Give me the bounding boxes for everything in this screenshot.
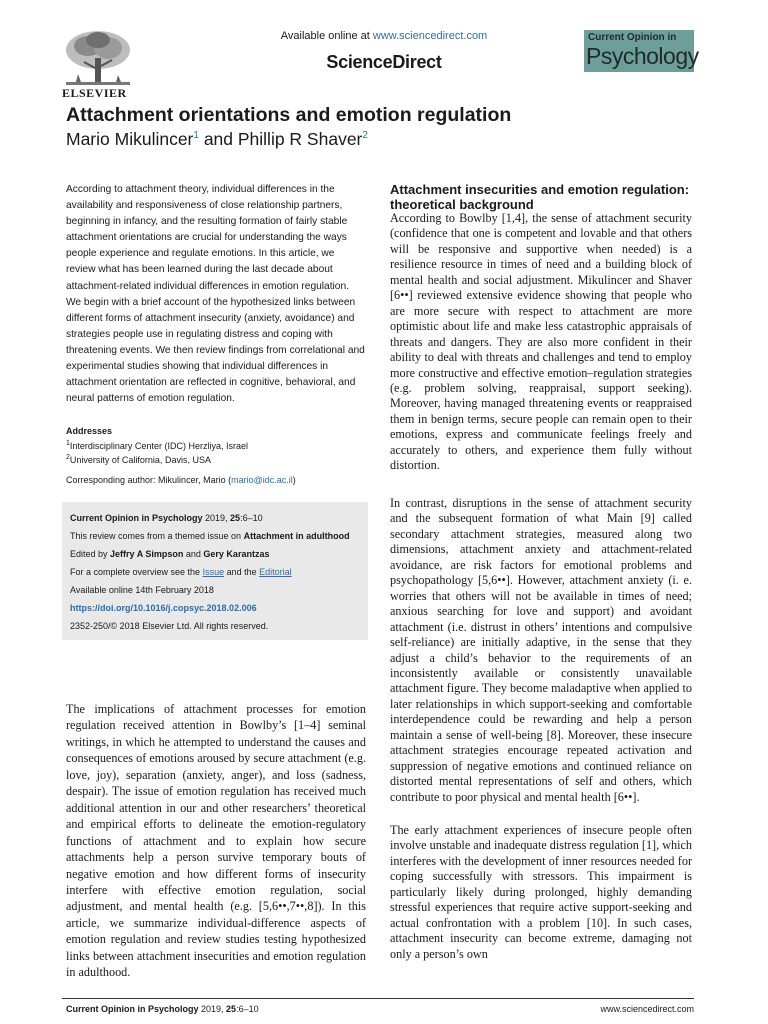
addresses xyxy=(66,438,248,466)
edited-by-line: Edited by Jeffry A Simpson and Gery Karantzas xyxy=(70,549,270,559)
corresponding-author: Corresponding author: Mikulincer, Mario (mario@idc.ac.il) xyxy=(66,475,296,485)
journal-logo xyxy=(584,30,699,72)
journal-logo-line1: Current Opinion in xyxy=(588,32,677,43)
corresponding-email-link[interactable]: mario@idc.ac.il xyxy=(231,475,293,485)
doi-link[interactable]: https://doi.org/10.1016/j.copsyc.2018.02.006 xyxy=(70,603,257,613)
available-online: Available online at www.sciencedirect.com xyxy=(280,30,488,42)
overview-line: For a complete overview see the Issue and the Editorial xyxy=(70,567,292,577)
section-heading: Attachment insecurities and emotion regulation: theoretical background xyxy=(390,182,690,212)
editorial-link[interactable]: Editorial xyxy=(259,567,292,577)
address-1: $^1$Interdisciplinary Center (IDC) Herzliya, Israel xyxy=(66,440,248,451)
publisher-name: ELSEVIER xyxy=(62,86,127,100)
issue-link[interactable]: Issue xyxy=(202,567,225,577)
article-title: Attachment orientations and emotion regulation xyxy=(66,104,512,126)
body-paragraph-1: According to Bowlby [1,4], the sense of attachment security (confidence that one is competent and lovable and that others will be responsive and supportive when needed) is a resilience resource in times of need and a building block of mental health and social adjustment. Mikulincer and Shaver [6••] reviewed extensive evidence showing that people who are more secure with respect to attachment are more optimistic about life and make less catastrophic appraisals of threats and dangers. They are also more confident in their ability to deal with threats and challenges and tend to employ more constructive and effective emotion–regulation strategies (e.g. problem solving, reappraisal, support seeking). Moreover, having managed threatening events or reappraised them in benign terms, secure people can remain open to their emotions, express and communicate feelings freely and accurately to others, and experience them fully without distortion. xyxy=(390,211,692,473)
article-authors: Mario Mikulincer$^1$ and Phillip R Shaver$^2$ xyxy=(66,129,368,149)
footer-rule xyxy=(62,998,694,999)
article-info-box xyxy=(62,502,368,640)
body-paragraph-3: The early attachment experiences of insecure people often involve unstable and inadequate distress regulation [1], which interferes with the development of inner resources needed for coping successfully with stressors. This impairment is particularly likely during prolonged, highly demanding stressful experiences that require active support-seeking and actual confrontation with a problem [10]. In such cases, attachment insecurity can become extreme, damaging not only a person’s own xyxy=(390,823,692,961)
footer-site: www.sciencedirect.com xyxy=(600,1004,694,1014)
citation-line: Current Opinion in Psychology 2019, 25:6–10 xyxy=(70,513,263,523)
addresses-heading: Addresses xyxy=(66,426,113,436)
intro-paragraph: The implications of attachment processes for emotion regulation received attention in Bowlby’s [1–4] seminal writings, in which he attempted to understand the causes and consequences of emotions aroused by secure attachment (e.g. love, joy), separation (anxiety, anger), and loss (sadness, despair). The issue of emotion regulation has received much additional attention in our and other researchers’ theoretical and empirical efforts to delineate the emotion-regulatory functions of attachment and to explain how secure attachments help a person survive temporary bouts of negative emotion and how different forms of insecurity interfere with effective emotion regulation, social adjustment, and mental health (e.g. [5,6••,7••,8]). In this article, we summarize individual-difference aspects of emotion regulation and review studies testing hypothesized links between attachment insecurities and emotion regulation in adulthood. xyxy=(66,702,366,980)
author1-affiliation[interactable]: 1 xyxy=(193,130,199,142)
available-online-date: Available online 14th February 2018 xyxy=(70,585,214,595)
abstract: According to attachment theory, individual differences in the availability and responsiveness of close relationship partners, beginning in infancy, and the resulting formation of fairly stable attachment orientations are crucial for understanding the ways people experience and regulate emotions. In this article, we review what has been learned during the last decade about attachment-related individual differences in emotion regulation. We begin with a brief account of the hypothesized links between different forms of attachment insecurity (anxiety, avoidance) and strategies people use in regulating distress and coping with threatening events. We then review findings from correlational and experimental studies showing that individual differences in attachment orientation are reflected in cognitive, behavioral, and neural patterns of emotion regulation. xyxy=(66,184,365,405)
copyright-line: 2352-250/© 2018 Elsevier Ltd. All rights reserved. xyxy=(70,621,269,631)
sciencedirect-wordmark: ScienceDirect xyxy=(326,52,442,72)
footer-citation: Current Opinion in Psychology 2019, 25:6–10 xyxy=(66,1004,259,1014)
journal-logo-line2: Psychology xyxy=(586,43,699,69)
author2-affiliation[interactable]: 2 xyxy=(362,130,368,142)
themed-issue-line: This review comes from a themed issue on Attachment in adulthood xyxy=(70,531,350,541)
address-2: $^2$University of California, Davis, USA xyxy=(66,454,211,465)
body-paragraph-2: In contrast, disruptions in the sense of attachment security and the subsequent formation of what Main [9] called secondary attachment strategies, measured along two dimensions, attachment anxiety and attachment-related avoidance, are risk factors for emotional problems and psychopathology [5,6••]. However, attachment anxiety (i. e. worries that others will not be available in times of need; anxious searching for love and support) and avoidant attachment (i.e. distrust in others’ intentions and compulsive self-reliance) are initially adaptive, in the sense that they adjust a child’s behavior to the requirements of an inconsistently available or consistently unavailable attachment figure. They become maladaptive when applied to later relationships in which support-seeking and comfortable interdependence could be rewarding and help a person maintain a sense of well-being [8]. Moreover, these insecure attachment strategies encourage repeated activation and suppression of negative emotions and continued reliance on distorted mental representations of self and others, which contribute to poor physical and mental health [6••]. xyxy=(390,496,692,804)
sciencedirect-link[interactable]: www.sciencedirect.com xyxy=(372,30,488,42)
